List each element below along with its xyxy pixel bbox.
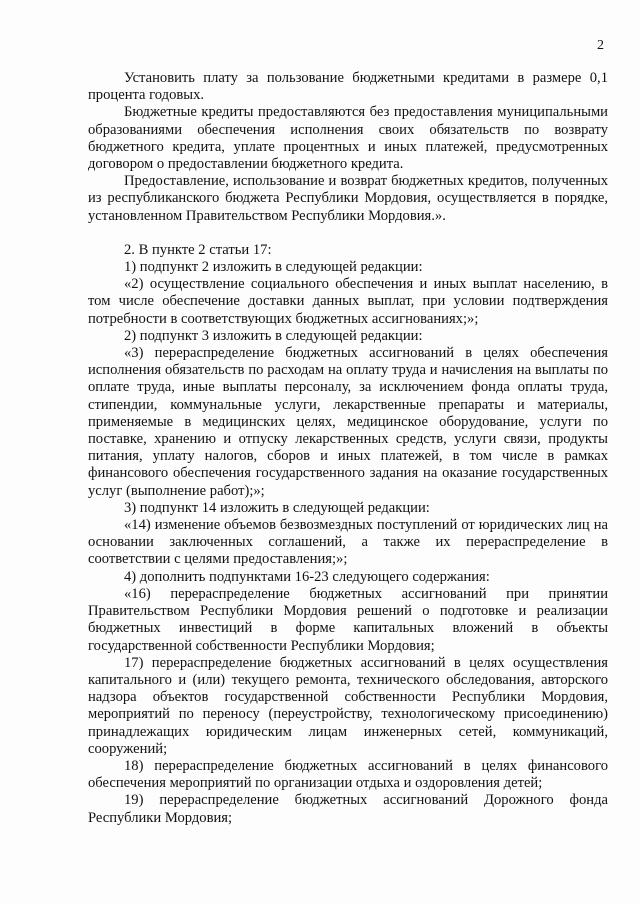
paragraph-interest-rate: Установить плату за пользование бюджетными кредитами в размере 0,1 процента годовых. xyxy=(88,70,608,104)
paragraph-quote-16: «16) перераспределение бюджетных ассигнований при принятии Правительством Республики Мордовия решений о подготовке и реализации бюджетных инвестиций в форме капитальных вложений в объекты государственной собственности Республики Мордовия; xyxy=(88,585,608,654)
paragraph-quote-2: «2) осуществление социального обеспечения и иных выплат населению, в том числе обеспечение доставки данных выплат, при условии подтверждения потребности в соответствующих бюджетных ассигнованиях;»; xyxy=(88,276,608,327)
document-body xyxy=(88,70,608,827)
paragraph-quote-3: «3) перераспределение бюджетных ассигнований в целях обеспечения исполнения обязательств по расходам на оплату труда и начисления на выплаты по оплате труда, иные выплаты персоналу, за исключением фонда оплаты труда, стипендии, коммунальные услуги, лекарственные препараты и материалы, применяемые в медицинских целях, медицинское оборудование, услуги по поставке, хранению и отпуску лекарственных средств, услуги связи, продукты питания, уплату налогов, сборов и иных платежей, в том числе в рамках финансового обеспечения государственного задания на оказание государственных услуг (выполнение работ);»; xyxy=(88,345,608,499)
paragraph-subitem-1: 1) подпункт 2 изложить в следующей редакции: xyxy=(124,259,423,276)
paragraph-credits-no-security: Бюджетные кредиты предоставляются без предоставления муниципальными образованиями обеспечения исполнения своих обязательств по возврату бюджетного кредита, уплате процентных и иных платежей, предусмотренных договором о предоставлении бюджетного кредита. xyxy=(88,104,608,173)
paragraph-quote-18: 18) перераспределение бюджетных ассигнований в целях финансового обеспечения мероприятий по организации отдыха и оздоровления детей; xyxy=(88,757,608,792)
paragraph-quote-14: «14) изменение объемов безвозмездных поступлений от юридических лиц на основании заключенных соглашений, а также их перераспределение в соответствии с целями предоставления;»; xyxy=(88,517,608,568)
paragraph-quote-19: 19) перераспределение бюджетных ассигнований Дорожного фонда Республики Мордовия; xyxy=(88,792,608,826)
paragraph-subitem-2: 2) подпункт 3 изложить в следующей редакции: xyxy=(124,327,423,344)
paragraph-subitem-4: 4) дополнить подпунктами 16-23 следующего содержания: xyxy=(124,568,490,585)
page-number: 2 xyxy=(597,38,604,53)
paragraph-quote-17: 17) перераспределение бюджетных ассигнований в целях осуществления капитального и (или) текущего ремонта, технического обследования, авторского надзора объектов государственной собственности Республики Мордовия, мероприятий по переносу (переустройству, технологическому присоединению) принадлежащих юридическим лицам инженерных сетей, коммуникаций, сооружений; xyxy=(88,654,608,757)
paragraph-credits-procedure: Предоставление, использование и возврат бюджетных кредитов, полученных из республиканского бюджета Республики Мордовия, осуществляется в порядке, установленном Правительством Республики Мордовия.». xyxy=(88,173,608,224)
paragraph-subitem-3: 3) подпункт 14 изложить в следующей редакции: xyxy=(124,499,430,516)
paragraph-item-2-heading: 2. В пункте 2 статьи 17: xyxy=(124,241,272,258)
